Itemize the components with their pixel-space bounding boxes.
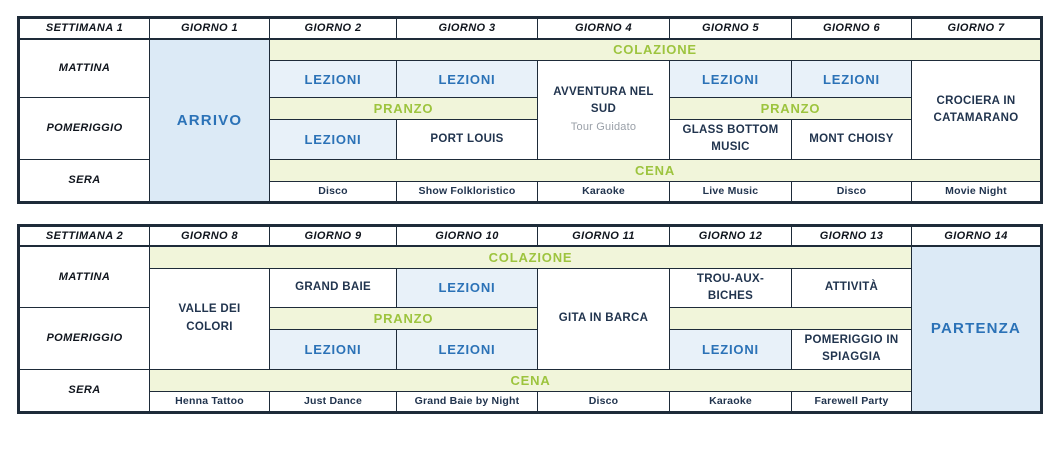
week2-day13-evening-cell: Farewell Party <box>792 391 912 412</box>
week1-title: SETTIMANA 1 <box>19 18 150 39</box>
week2-day10-afternoon-cell: LEZIONI <box>397 330 538 370</box>
week1-morning-label: MATTINA <box>19 39 150 98</box>
week1-header-row <box>19 18 1042 39</box>
week1-day1-arrival-cell: ARRIVO <box>150 39 270 203</box>
week1-day4-evening-cell: Karaoke <box>538 181 670 202</box>
week1-day5-morning-cell: LEZIONI <box>670 61 792 98</box>
week1-day2-afternoon-cell: LEZIONI <box>270 120 397 160</box>
week1-day4-activity-cell <box>538 61 670 160</box>
week2-day14-departure-cell: PARTENZA <box>912 246 1042 412</box>
week2-day13-morning-cell: ATTIVITÀ <box>792 268 912 308</box>
week1-dinner-band: CENA <box>270 159 1042 181</box>
week2-day13-afternoon-cell: POMERIGGIO IN SPIAGGIA <box>792 330 912 370</box>
week2-day8-activity-cell: VALLE DEI COLORI <box>150 268 270 369</box>
week1-day6-evening-cell: Disco <box>792 181 912 202</box>
week1-day7-header: GIORNO 7 <box>912 18 1042 39</box>
week1-day7-activity-cell: CROCIERA IN CATAMARANO <box>912 61 1042 160</box>
week1-day6-header: GIORNO 6 <box>792 18 912 39</box>
week1-day2-header: GIORNO 2 <box>270 18 397 39</box>
week2-afternoon-label: POMERIGGIO <box>19 308 150 370</box>
week2-day10-morning-cell: LEZIONI <box>397 268 538 308</box>
week2-day12-morning-cell: TROU-AUX-BICHES <box>670 268 792 308</box>
week2-day11-activity-cell: GITA IN BARCA <box>538 268 670 369</box>
week1-day2-morning-cell: LEZIONI <box>270 61 397 98</box>
week2-evening-row <box>19 391 1042 412</box>
week2-title: SETTIMANA 2 <box>19 225 150 246</box>
week2-day11-evening-cell: Disco <box>538 391 670 412</box>
week2-day8-evening-cell: Henna Tattoo <box>150 391 270 412</box>
week2-day12-header: GIORNO 12 <box>670 225 792 246</box>
week1-day3-evening-cell: Show Folkloristico <box>397 181 538 202</box>
week2-day8-header: GIORNO 8 <box>150 225 270 246</box>
week1-breakfast-band: COLAZIONE <box>270 39 1042 61</box>
week1-lunch-band-left: PRANZO <box>270 98 538 120</box>
week1-day3-morning-cell: LEZIONI <box>397 61 538 98</box>
week1-day4-header: GIORNO 4 <box>538 18 670 39</box>
week1-day5-header: GIORNO 5 <box>670 18 792 39</box>
week1-lunch-band-right: PRANZO <box>670 98 912 120</box>
week1-evening-label: SERA <box>19 159 150 202</box>
week2-header-row <box>19 225 1042 246</box>
week1-day4-activity-subtitle: Tour Guidato <box>570 121 637 134</box>
week2-day12-afternoon-cell: LEZIONI <box>670 330 792 370</box>
week1-day5-afternoon-cell: GLASS BOTTOM MUSIC <box>670 120 792 160</box>
week2-day9-afternoon-cell: LEZIONI <box>270 330 397 370</box>
week2-day12-evening-cell: Karaoke <box>670 391 792 412</box>
week2-breakfast-row <box>19 246 1042 268</box>
week1-table <box>17 16 1043 204</box>
week2-day10-evening-cell: Grand Baie by Night <box>397 391 538 412</box>
week1-day6-morning-cell: LEZIONI <box>792 61 912 98</box>
week1-day3-header: GIORNO 3 <box>397 18 538 39</box>
week2-morning-row <box>19 268 1042 308</box>
week2-day13-header: GIORNO 13 <box>792 225 912 246</box>
week2-lunch-band-left: PRANZO <box>270 308 538 330</box>
week2-breakfast-band: COLAZIONE <box>150 246 912 268</box>
week2-dinner-band: CENA <box>150 369 912 391</box>
week2-day9-evening-cell: Just Dance <box>270 391 397 412</box>
week2-day9-header: GIORNO 9 <box>270 225 397 246</box>
week2-dinner-row <box>19 369 1042 391</box>
week2-table <box>17 224 1043 414</box>
week2-day14-header: GIORNO 14 <box>912 225 1042 246</box>
week2-day10-header: GIORNO 10 <box>397 225 538 246</box>
week2-evening-label: SERA <box>19 369 150 412</box>
week2-lunch-band-right <box>670 308 912 330</box>
week2-day9-morning-cell: GRAND BAIE <box>270 268 397 308</box>
week1-breakfast-row <box>19 39 1042 61</box>
week2-morning-label: MATTINA <box>19 246 150 308</box>
week1-day6-afternoon-cell: MONT CHOISY <box>792 120 912 160</box>
week1-day5-evening-cell: Live Music <box>670 181 792 202</box>
week2-day11-header: GIORNO 11 <box>538 225 670 246</box>
week1-afternoon-label: POMERIGGIO <box>19 98 150 160</box>
week1-day2-evening-cell: Disco <box>270 181 397 202</box>
week1-day3-afternoon-cell: PORT LOUIS <box>397 120 538 160</box>
week1-day1-header: GIORNO 1 <box>150 18 270 39</box>
week1-day7-evening-cell: Movie Night <box>912 181 1042 202</box>
week1-day4-activity-title: AVVENTURA NEL SUD <box>553 85 654 115</box>
